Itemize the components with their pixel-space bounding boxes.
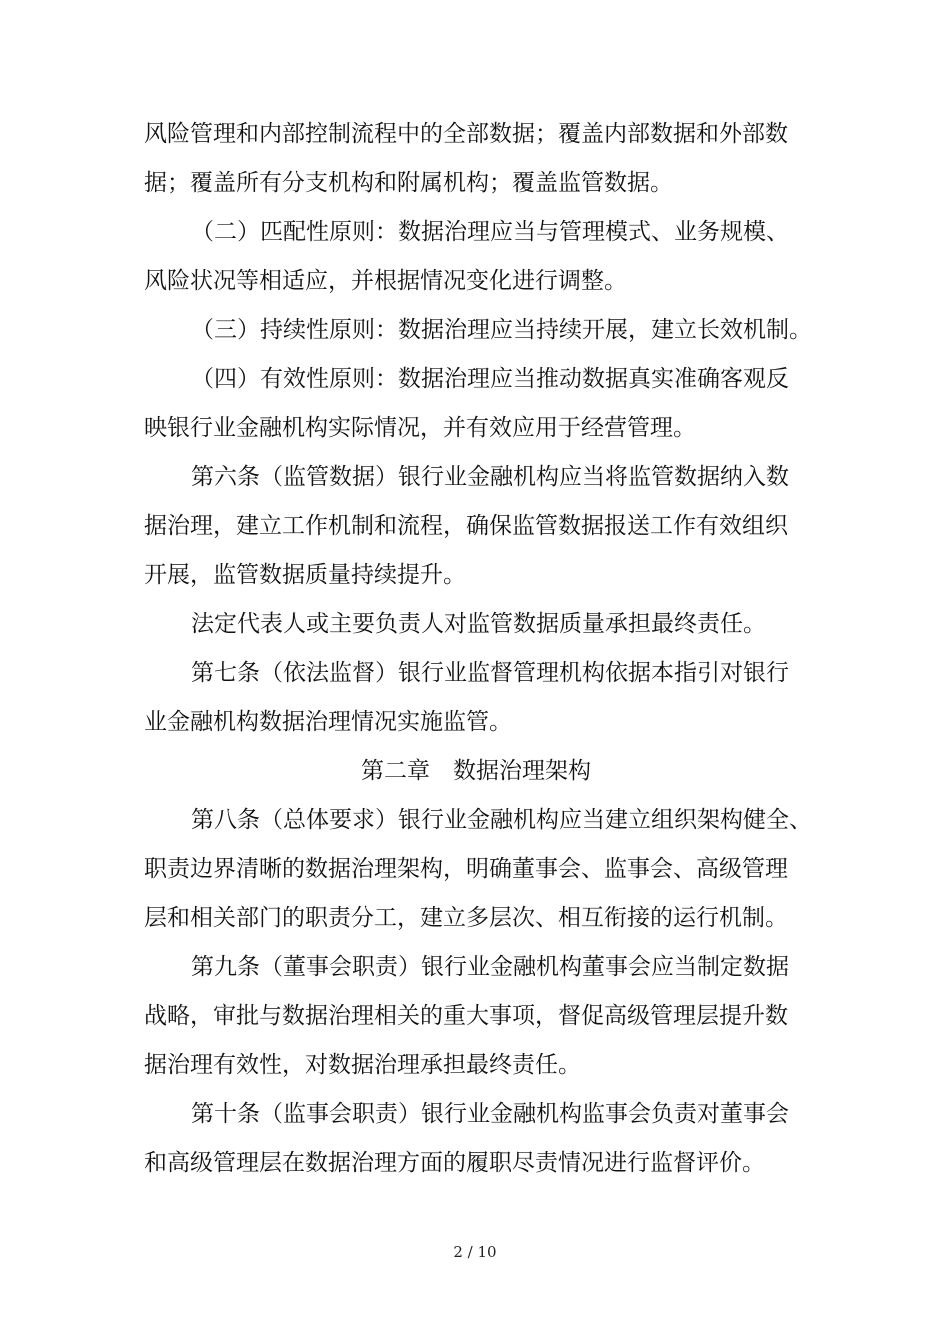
article-7-line: 业金融机构数据治理情况实施监管。 (144, 709, 512, 735)
article-8-line: 第八条（总体要求）银行业金融机构应当建立组织架构健全、 (191, 807, 812, 833)
document-body (144, 110, 812, 1188)
chapter-heading: 第二章 数据治理架构 (361, 758, 591, 784)
paragraph-line: 映银行业金融机构实际情况，并有效应用于经营管理。 (144, 415, 696, 441)
paragraph-line: 风险管理和内部控制流程中的全部数据；覆盖内部数据和外部数 (144, 121, 788, 147)
article-7-line: 第七条（依法监督）银行业监督管理机构依据本指引对银行 (191, 660, 789, 686)
article-9-line: 战略，审批与数据治理相关的重大事项，督促高级管理层提升数 (144, 1003, 788, 1029)
paragraph-line: 风险状况等相适应，并根据情况变化进行调整。 (144, 268, 627, 294)
paragraph-line: 据；覆盖所有分支机构和附属机构；覆盖监管数据。 (144, 170, 673, 196)
article-8-line: 层和相关部门的职责分工，建立多层次、相互衔接的运行机制。 (144, 905, 788, 931)
article-8-line: 职责边界清晰的数据治理架构，明确董事会、监事会、高级管理 (144, 856, 788, 882)
article-10-line: 和高级管理层在数据治理方面的履职尽责情况进行监督评价。 (144, 1150, 765, 1176)
article-9-line: 据治理有效性，对数据治理承担最终责任。 (144, 1052, 581, 1078)
article-6-line: 开展，监管数据质量持续提升。 (144, 562, 466, 588)
article-9-line: 第九条（董事会职责）银行业金融机构董事会应当制定数据 (191, 954, 789, 980)
page-number: 2 / 10 (453, 1243, 497, 1261)
article-10-line: 第十条（监事会职责）银行业金融机构监事会负责对董事会 (191, 1101, 789, 1127)
paragraph-line: （二）匹配性原则：数据治理应当与管理模式、业务规模、 (191, 219, 789, 245)
paragraph-line: （四）有效性原则：数据治理应当推动数据真实准确客观反 (191, 366, 789, 392)
article-6-line: 据治理，建立工作机制和流程，确保监管数据报送工作有效组织 (144, 513, 788, 539)
paragraph-line: （三）持续性原则：数据治理应当持续开展，建立长效机制。 (191, 317, 812, 343)
paragraph-line: 法定代表人或主要负责人对监管数据质量承担最终责任。 (191, 611, 766, 637)
article-6-line: 第六条（监管数据）银行业金融机构应当将监管数据纳入数 (191, 464, 789, 490)
